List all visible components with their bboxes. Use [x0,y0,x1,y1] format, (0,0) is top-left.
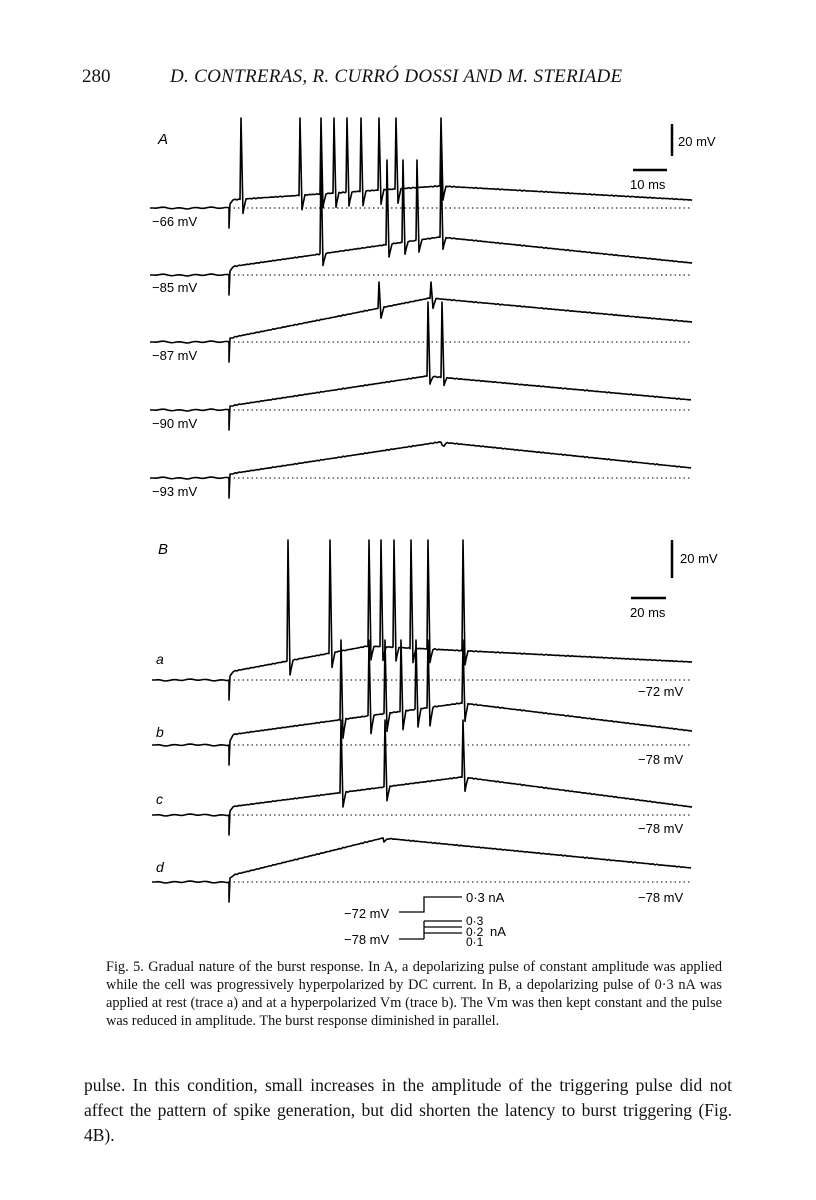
figure-caption [106,958,722,1030]
trace-letter-label: b [156,724,164,740]
stim-upper-current: 0·3 nA [466,890,505,905]
trace-letter-label: d [156,859,164,875]
stim-lower-value-3: 0·1 [466,935,484,949]
stim-lower-value-1: 0·3 [466,914,484,928]
trace-potential-label: −78 mV [638,821,684,836]
trace-letter-label: c [156,791,163,807]
voltage-trace [150,442,691,498]
caption-label: Fig. 5. [106,959,144,975]
panel-a-traces [150,118,692,498]
panel-b-label: B [158,541,169,558]
trace-potential-label: −93 mV [152,484,198,499]
stim-lower-value-2: 0·2 [466,925,484,939]
trace-potential-label: −78 mV [638,752,684,767]
voltage-trace [152,540,692,700]
stim-upper-step [399,897,462,912]
panel-a-voltage-scale-label: 20 mV [678,134,716,149]
trace-letter-label: a [156,651,164,667]
trace-potential-label: −72 mV [638,684,684,699]
panel-b-trace-labels [156,651,683,905]
trace-potential-label: −90 mV [152,416,198,431]
voltage-trace [150,160,692,295]
panel-a-label: A [158,131,169,148]
stimulus-protocol [344,890,506,949]
body-paragraph: pulse. In this condition, small increases in the amplitude of the triggering pulse did not affect the pattern of spike generation, but did shorten the latency to burst triggering (Fig. 4B). [84,1075,732,1145]
page-number: 280 [82,66,111,87]
voltage-trace [150,118,692,228]
panel-a-trace-labels [152,214,197,499]
trace-potential-label: −87 mV [152,348,198,363]
voltage-trace [152,640,692,765]
stim-lower-unit: nA [490,924,506,939]
voltage-trace [150,282,692,362]
voltage-trace [152,720,692,835]
running-head-authors: D. CONTRERAS, R. CURRÓ DOSSI AND M. STERIADE [170,66,623,87]
stim-lower-vm: −78 mV [344,932,390,947]
panel-b-time-scale-label: 20 ms [630,605,666,620]
panel-a-time-scale-label: 10 ms [630,177,666,192]
trace-potential-label: −85 mV [152,280,198,295]
voltage-trace [152,838,691,902]
trace-potential-label: −78 mV [638,890,684,905]
voltage-trace [150,302,691,430]
trace-potential-label: −66 mV [152,214,198,229]
stim-upper-vm: −72 mV [344,906,390,921]
panel-b-traces [152,540,692,902]
caption-text: Gradual nature of the burst response. In A, a depolarizing pulse of constant amplitude was applied while the cell was progressively hyperpolarized by DC current. In B, a depolarizing pulse of 0·3 nA was applied at rest (trace a) and at a hyperpolarized Vm (trace b). The Vm was then kept constant and the pulse was reduced in amplitude. The burst response diminished in parallel. [106,959,722,1029]
panel-b-voltage-scale-label: 20 mV [680,551,718,566]
